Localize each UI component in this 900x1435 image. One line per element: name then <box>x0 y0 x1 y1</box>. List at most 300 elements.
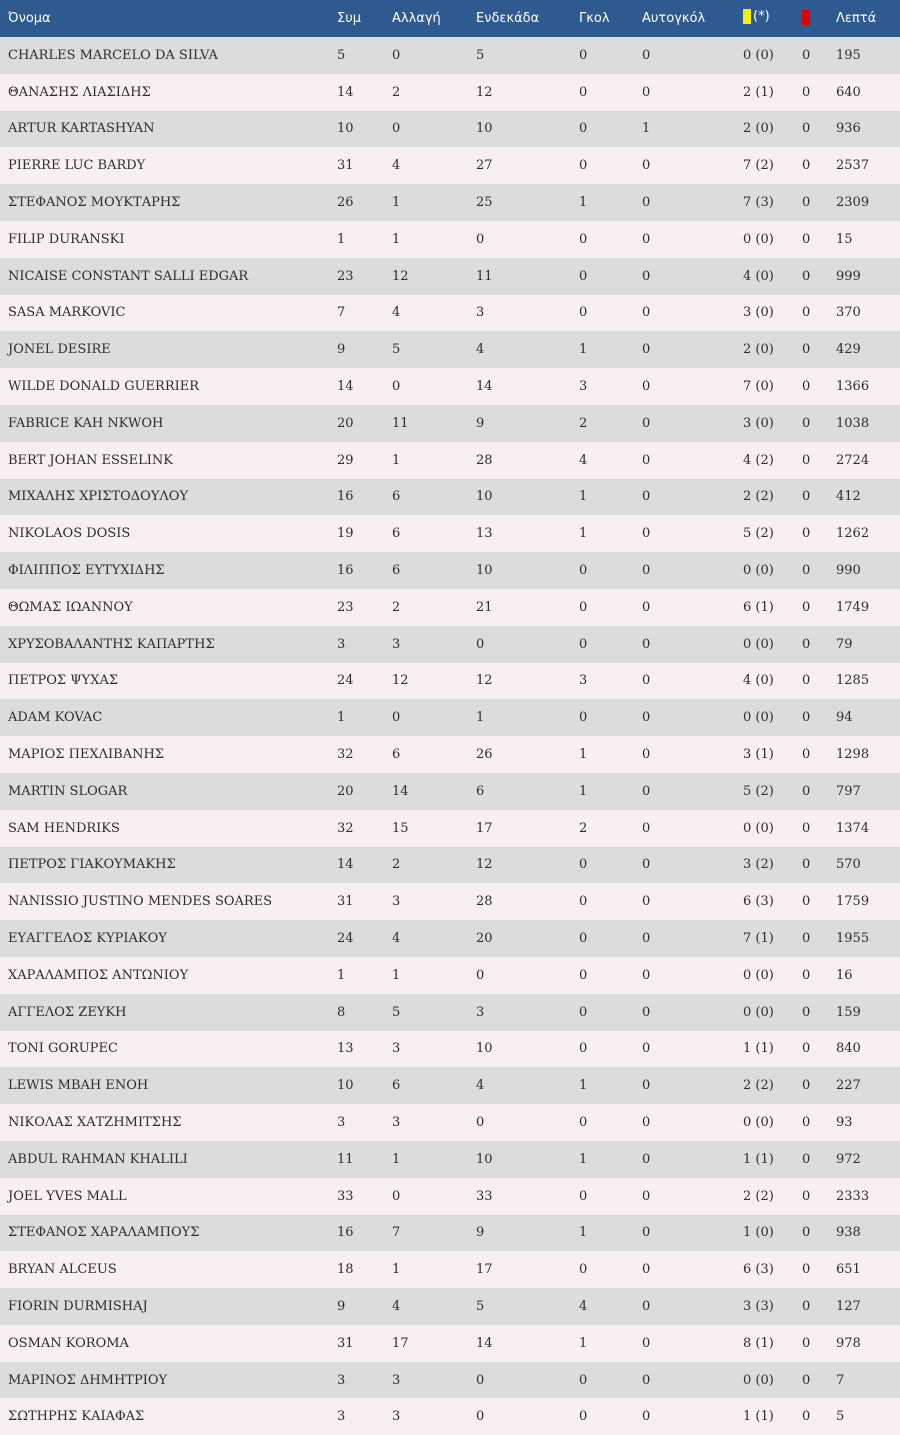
subs-cell: 1 <box>392 452 401 468</box>
player-name-cell: ΝΙΚΟΛΑΣ ΧΑΤΖΗΜΙΤΣΗΣ <box>8 1115 182 1130</box>
player-name-cell: NICAISE CONSTANT SALLI EDGAR <box>8 268 249 284</box>
subs-cell: 7 <box>392 1225 401 1241</box>
player-name-cell: NIKOLAOS DOSIS <box>8 526 131 542</box>
own-goals-cell: 0 <box>642 415 651 431</box>
red-cards-cell: 0 <box>802 415 811 431</box>
apps-cell: 20 <box>337 415 354 431</box>
apps-cell: 1 <box>337 967 346 983</box>
player-name-cell: ΕΥΑΓΓΕΛΟΣ ΚΥΡΙΑΚΟΥ <box>8 931 167 947</box>
starts-cell: 9 <box>476 1225 485 1241</box>
subs-cell: 5 <box>392 342 401 358</box>
apps-cell: 3 <box>337 1409 346 1425</box>
own-goals-cell: 0 <box>642 342 651 358</box>
own-goals-cell: 0 <box>642 747 651 763</box>
player-name-cell: BERT JOHAN ESSELINK <box>8 452 173 468</box>
red-cards-cell: 0 <box>802 1335 811 1351</box>
apps-cell: 10 <box>337 1078 354 1094</box>
table-row <box>0 847 900 884</box>
table-row <box>0 1362 900 1399</box>
apps-cell: 31 <box>337 1335 354 1351</box>
table-row <box>0 699 900 736</box>
starts-cell: 17 <box>476 1262 493 1278</box>
red-cards-cell: 0 <box>802 894 811 910</box>
apps-cell: 13 <box>337 1041 354 1057</box>
minutes-cell: 2333 <box>836 1188 870 1204</box>
goals-cell: 0 <box>579 231 588 247</box>
minutes-cell: 15 <box>836 231 853 247</box>
table-row <box>0 258 900 295</box>
red-cards-cell: 0 <box>802 526 811 542</box>
table-row <box>0 37 900 74</box>
starts-cell: 0 <box>476 636 485 652</box>
minutes-cell: 1749 <box>836 599 870 615</box>
goals-cell: 1 <box>579 1151 588 1167</box>
yellow-cards-cell: 4 (0) <box>743 268 774 284</box>
own-goals-cell: 0 <box>642 379 651 395</box>
table-body <box>0 37 900 1435</box>
subs-cell: 0 <box>392 379 401 395</box>
minutes-cell: 127 <box>836 1298 861 1314</box>
player-name-cell: TONI GORUPEC <box>8 1041 118 1057</box>
subs-cell: 12 <box>392 673 409 689</box>
minutes-cell: 1285 <box>836 673 870 689</box>
yellow-cards-cell: 6 (3) <box>743 1262 774 1278</box>
table-row <box>0 810 900 847</box>
starts-cell: 3 <box>476 305 485 321</box>
subs-cell: 6 <box>392 1078 401 1094</box>
red-cards-cell: 0 <box>802 967 811 983</box>
goals-cell: 3 <box>579 673 588 689</box>
minutes-cell: 2309 <box>836 195 870 211</box>
own-goals-cell: 0 <box>642 1225 651 1241</box>
yellow-cards-cell: 5 (2) <box>743 526 774 542</box>
table-row <box>0 295 900 332</box>
subs-cell: 0 <box>392 1188 401 1204</box>
yellow-cards-cell: 2 (2) <box>743 1078 774 1094</box>
player-name-cell: OSMAN KOROMA <box>8 1335 129 1351</box>
col-header-name[interactable]: Όνομα <box>8 11 51 26</box>
minutes-cell: 1038 <box>836 415 870 431</box>
apps-cell: 7 <box>337 305 346 321</box>
subs-cell: 5 <box>392 1004 401 1020</box>
subs-cell: 1 <box>392 231 401 247</box>
goals-cell: 1 <box>579 1078 588 1094</box>
table-row <box>0 111 900 148</box>
player-name-cell: NANISSIO JUSTINO MENDES SOARES <box>8 894 273 910</box>
goals-cell: 2 <box>579 820 588 836</box>
subs-cell: 1 <box>392 1151 401 1167</box>
own-goals-cell: 0 <box>642 967 651 983</box>
minutes-cell: 936 <box>836 121 861 137</box>
table-row <box>0 957 900 994</box>
yellow-cards-cell: 0 (0) <box>743 636 774 652</box>
table-row <box>0 663 900 700</box>
subs-cell: 3 <box>392 1115 401 1130</box>
yellow-cards-cell: 5 (2) <box>743 783 774 799</box>
starts-cell: 0 <box>476 1115 485 1130</box>
red-cards-cell: 0 <box>802 673 811 689</box>
red-cards-cell: 0 <box>802 1004 811 1020</box>
starts-cell: 12 <box>476 673 493 689</box>
col-header-goals[interactable]: Γκολ <box>579 11 610 26</box>
subs-cell: 1 <box>392 967 401 983</box>
starts-cell: 33 <box>476 1188 493 1204</box>
apps-cell: 23 <box>337 268 354 284</box>
subs-cell: 0 <box>392 121 401 137</box>
player-name-cell: PIERRE LUC BARDY <box>8 158 146 174</box>
own-goals-cell: 0 <box>642 231 651 247</box>
starts-cell: 0 <box>476 967 485 983</box>
table-row <box>0 626 900 663</box>
starts-cell: 14 <box>476 1335 493 1351</box>
red-cards-cell: 0 <box>802 231 811 247</box>
goals-cell: 0 <box>579 1041 588 1057</box>
subs-cell: 2 <box>392 599 401 615</box>
player-name-cell: SASA MARKOVIC <box>8 305 126 321</box>
starts-cell: 27 <box>476 158 493 174</box>
subs-cell: 4 <box>392 158 401 174</box>
subs-cell: 14 <box>392 783 409 799</box>
starts-cell: 0 <box>476 1372 485 1388</box>
red-cards-cell: 0 <box>802 783 811 799</box>
goals-cell: 0 <box>579 268 588 284</box>
starts-cell: 14 <box>476 379 493 395</box>
red-cards-cell: 0 <box>802 1115 811 1130</box>
minutes-cell: 16 <box>836 967 853 983</box>
own-goals-cell: 0 <box>642 305 651 321</box>
apps-cell: 8 <box>337 1004 346 1020</box>
player-name-cell: ΜΑΡΙΟΣ ΠΕΧΛΙΒΑΝΗΣ <box>8 747 165 763</box>
apps-cell: 14 <box>337 379 354 395</box>
own-goals-cell: 0 <box>642 1041 651 1057</box>
apps-cell: 3 <box>337 1372 346 1388</box>
table-row <box>0 773 900 810</box>
goals-cell: 1 <box>579 342 588 358</box>
subs-cell: 3 <box>392 1372 401 1388</box>
player-name-cell: FABRICE KAH NKWOH <box>8 415 164 431</box>
goals-cell: 1 <box>579 1225 588 1241</box>
starts-cell: 10 <box>476 489 493 505</box>
own-goals-cell: 0 <box>642 599 651 615</box>
minutes-cell: 570 <box>836 857 861 873</box>
goals-cell: 1 <box>579 195 588 211</box>
yellow-cards-cell: 2 (1) <box>743 84 774 100</box>
red-cards-cell: 0 <box>802 1372 811 1388</box>
red-cards-cell: 0 <box>802 1041 811 1057</box>
own-goals-cell: 1 <box>642 121 651 137</box>
own-goals-cell: 0 <box>642 1004 651 1020</box>
subs-cell: 11 <box>392 415 409 431</box>
subs-cell: 6 <box>392 747 401 763</box>
own-goals-cell: 0 <box>642 636 651 652</box>
table-row <box>0 552 900 589</box>
apps-cell: 24 <box>337 673 354 689</box>
minutes-cell: 2724 <box>836 452 870 468</box>
table-row <box>0 1067 900 1104</box>
starts-cell: 10 <box>476 1151 493 1167</box>
minutes-cell: 227 <box>836 1078 861 1094</box>
apps-cell: 16 <box>337 489 354 505</box>
player-name-cell: ADAM KOVAC <box>8 710 103 726</box>
goals-cell: 0 <box>579 1115 588 1130</box>
red-cards-cell: 0 <box>802 1298 811 1314</box>
goals-cell: 4 <box>579 452 588 468</box>
yellow-cards-cell: 7 (1) <box>743 931 774 947</box>
red-cards-cell: 0 <box>802 1262 811 1278</box>
red-cards-cell: 0 <box>802 563 811 579</box>
goals-cell: 0 <box>579 599 588 615</box>
starts-cell: 3 <box>476 1004 485 1020</box>
minutes-cell: 938 <box>836 1225 861 1241</box>
goals-cell: 4 <box>579 1298 588 1314</box>
table-row <box>0 405 900 442</box>
goals-cell: 0 <box>579 1262 588 1278</box>
goals-cell: 1 <box>579 526 588 542</box>
own-goals-cell: 0 <box>642 783 651 799</box>
col-header-starts[interactable]: Ενδεκάδα <box>476 11 540 26</box>
player-name-cell: ΣΩΤΗΡΗΣ ΚΑΙΑΦΑΣ <box>8 1409 145 1425</box>
apps-cell: 3 <box>337 1115 346 1130</box>
red-cards-cell: 0 <box>802 1078 811 1094</box>
own-goals-cell: 0 <box>642 857 651 873</box>
own-goals-cell: 0 <box>642 1335 651 1351</box>
subs-cell: 12 <box>392 268 409 284</box>
subs-cell: 3 <box>392 1041 401 1057</box>
own-goals-cell: 0 <box>642 673 651 689</box>
apps-cell: 14 <box>337 857 354 873</box>
table-row <box>0 442 900 479</box>
minutes-cell: 93 <box>836 1115 853 1130</box>
own-goals-cell: 0 <box>642 452 651 468</box>
red-cards-cell: 0 <box>802 1151 811 1167</box>
goals-cell: 0 <box>579 967 588 983</box>
player-name-cell: FIORIN DURMISHAJ <box>8 1298 148 1314</box>
player-name-cell: ΦΙΛΙΠΠΟΣ ΕΥΤΥΧΙΔΗΣ <box>8 563 165 579</box>
goals-cell: 1 <box>579 489 588 505</box>
subs-cell: 4 <box>392 305 401 321</box>
red-cards-cell: 0 <box>802 1225 811 1241</box>
yellow-cards-cell: 7 (2) <box>743 158 774 174</box>
red-cards-cell: 0 <box>802 1409 811 1425</box>
subs-cell: 4 <box>392 1298 401 1314</box>
red-cards-cell: 0 <box>802 452 811 468</box>
red-cards-cell: 0 <box>802 599 811 615</box>
subs-cell: 0 <box>392 47 401 63</box>
red-cards-cell: 0 <box>802 158 811 174</box>
goals-cell: 0 <box>579 894 588 910</box>
subs-cell: 2 <box>392 857 401 873</box>
player-name-cell: ΘΩΜΑΣ ΙΩΑΝΝΟΥ <box>8 599 133 615</box>
player-name-cell: ΣΤΕΦΑΝΟΣ ΜΟΥΚΤΑΡΗΣ <box>8 195 181 211</box>
player-name-cell: ΠΕΤΡΟΣ ΓΙΑΚΟΥΜΑΚΗΣ <box>8 857 176 873</box>
starts-cell: 21 <box>476 599 493 615</box>
starts-cell: 9 <box>476 415 485 431</box>
minutes-cell: 972 <box>836 1151 861 1167</box>
table-row <box>0 184 900 221</box>
table-row <box>0 1325 900 1362</box>
apps-cell: 3 <box>337 636 346 652</box>
table-row <box>0 1251 900 1288</box>
table-row <box>0 1288 900 1325</box>
apps-cell: 16 <box>337 1225 354 1241</box>
goals-cell: 0 <box>579 1188 588 1204</box>
table-row <box>0 74 900 111</box>
apps-cell: 9 <box>337 1298 346 1314</box>
player-name-cell: SAM HENDRIKS <box>8 820 120 836</box>
goals-cell: 0 <box>579 305 588 321</box>
subs-cell: 3 <box>392 1409 401 1425</box>
minutes-cell: 370 <box>836 305 861 321</box>
table-row <box>0 920 900 957</box>
red-cards-cell: 0 <box>802 489 811 505</box>
goals-cell: 1 <box>579 747 588 763</box>
table-header-row <box>0 0 900 37</box>
subs-cell: 15 <box>392 820 409 836</box>
yellow-cards-cell: 7 (0) <box>743 379 774 395</box>
yellow-cards-cell: 1 (1) <box>743 1041 774 1057</box>
yellow-cards-cell: 1 (1) <box>743 1409 774 1425</box>
subs-cell: 4 <box>392 931 401 947</box>
own-goals-cell: 0 <box>642 1078 651 1094</box>
apps-cell: 32 <box>337 747 354 763</box>
red-cards-cell: 0 <box>802 47 811 63</box>
own-goals-cell: 0 <box>642 563 651 579</box>
player-name-cell: ΘΑΝΑΣΗΣ ΛΙΑΣΙΔΗΣ <box>8 84 151 100</box>
apps-cell: 5 <box>337 47 346 63</box>
red-cards-cell: 0 <box>802 636 811 652</box>
subs-cell: 6 <box>392 489 401 505</box>
red-cards-cell: 0 <box>802 268 811 284</box>
own-goals-cell: 0 <box>642 158 651 174</box>
goals-cell: 0 <box>579 47 588 63</box>
own-goals-cell: 0 <box>642 1409 651 1425</box>
apps-cell: 1 <box>337 231 346 247</box>
minutes-cell: 1955 <box>836 931 870 947</box>
minutes-cell: 412 <box>836 489 861 505</box>
yellow-cards-cell: 3 (2) <box>743 857 774 873</box>
apps-cell: 20 <box>337 783 354 799</box>
player-name-cell: ΧΑΡΑΛΑΜΠΟΣ ΑΝΤΩΝΙΟΥ <box>8 967 189 983</box>
starts-cell: 26 <box>476 747 493 763</box>
starts-cell: 10 <box>476 1041 493 1057</box>
starts-cell: 20 <box>476 931 493 947</box>
goals-cell: 0 <box>579 1409 588 1425</box>
col-header-apps[interactable]: Συμ <box>337 11 362 26</box>
player-name-cell: ABDUL RAHMAN KHALILI <box>8 1151 188 1167</box>
yellow-cards-cell: 0 (0) <box>743 563 774 579</box>
col-header-red-cards[interactable] <box>802 0 836 37</box>
starts-cell: 5 <box>476 47 485 63</box>
yellow-cards-cell: 1 (0) <box>743 1225 774 1241</box>
yellow-cards-cell: 0 (0) <box>743 820 774 836</box>
col-header-own-goals[interactable]: Αυτογκόλ <box>642 11 706 26</box>
minutes-cell: 1262 <box>836 526 870 542</box>
goals-cell: 0 <box>579 84 588 100</box>
yellow-cards-cell: 3 (1) <box>743 747 774 763</box>
col-header-subs[interactable]: Αλλαγή <box>392 11 441 26</box>
yellow-cards-cell: 4 (0) <box>743 673 774 689</box>
table-row <box>0 515 900 552</box>
goals-cell: 1 <box>579 783 588 799</box>
starts-cell: 12 <box>476 857 493 873</box>
apps-cell: 26 <box>337 195 354 211</box>
yellow-cards-cell: 3 (0) <box>743 415 774 431</box>
minutes-cell: 1366 <box>836 379 870 395</box>
starts-cell: 10 <box>476 563 493 579</box>
red-cards-cell: 0 <box>802 710 811 726</box>
col-header-minutes[interactable]: Λεπτά <box>836 11 877 26</box>
player-name-cell: ΠΕΤΡΟΣ ΨΥΧΑΣ <box>8 673 119 689</box>
minutes-cell: 999 <box>836 268 861 284</box>
starts-cell: 10 <box>476 121 493 137</box>
starts-cell: 28 <box>476 894 493 910</box>
subs-cell: 6 <box>392 526 401 542</box>
apps-cell: 32 <box>337 820 354 836</box>
yellow-cards-cell: 0 (0) <box>743 231 774 247</box>
apps-cell: 18 <box>337 1262 354 1278</box>
table-row <box>0 331 900 368</box>
own-goals-cell: 0 <box>642 526 651 542</box>
col-header-yellow-cards[interactable] <box>743 0 802 37</box>
starts-cell: 5 <box>476 1298 485 1314</box>
own-goals-cell: 0 <box>642 1372 651 1388</box>
red-cards-cell: 0 <box>802 857 811 873</box>
yellow-cards-cell: 6 (1) <box>743 599 774 615</box>
own-goals-cell: 0 <box>642 489 651 505</box>
minutes-cell: 94 <box>836 710 853 726</box>
yellow-cards-cell: 6 (3) <box>743 894 774 910</box>
yellow-cards-cell: 2 (2) <box>743 489 774 505</box>
player-name-cell: ΣΤΕΦΑΝΟΣ ΧΑΡΑΛΑΜΠΟΥΣ <box>8 1225 200 1241</box>
goals-cell: 0 <box>579 158 588 174</box>
apps-cell: 31 <box>337 894 354 910</box>
own-goals-cell: 0 <box>642 1151 651 1167</box>
goals-cell: 0 <box>579 1004 588 1020</box>
starts-cell: 17 <box>476 820 493 836</box>
starts-cell: 13 <box>476 526 493 542</box>
red-cards-cell: 0 <box>802 84 811 100</box>
yellow-cards-cell: 3 (0) <box>743 305 774 321</box>
minutes-cell: 79 <box>836 636 853 652</box>
red-cards-cell: 0 <box>802 195 811 211</box>
red-card-icon <box>802 10 810 25</box>
player-name-cell: LEWIS MBAH ENOH <box>8 1078 149 1094</box>
subs-cell: 3 <box>392 894 401 910</box>
table-row <box>0 1215 900 1252</box>
starts-cell: 28 <box>476 452 493 468</box>
subs-cell: 3 <box>392 636 401 652</box>
own-goals-cell: 0 <box>642 1115 651 1130</box>
apps-cell: 19 <box>337 526 354 542</box>
apps-cell: 10 <box>337 121 354 137</box>
apps-cell: 31 <box>337 158 354 174</box>
table-row <box>0 479 900 516</box>
yellow-card-icon <box>743 9 751 24</box>
player-name-cell: FILIP DURANSKI <box>8 231 125 247</box>
own-goals-cell: 0 <box>642 931 651 947</box>
subs-cell: 2 <box>392 84 401 100</box>
apps-cell: 24 <box>337 931 354 947</box>
yellow-cards-cell: 0 (0) <box>743 1372 774 1388</box>
minutes-cell: 840 <box>836 1041 861 1057</box>
own-goals-cell: 0 <box>642 268 651 284</box>
starts-cell: 0 <box>476 1409 485 1425</box>
minutes-cell: 5 <box>836 1409 845 1425</box>
red-cards-cell: 0 <box>802 342 811 358</box>
yellow-cards-cell: 7 (3) <box>743 195 774 211</box>
subs-cell: 0 <box>392 710 401 726</box>
table-row <box>0 221 900 258</box>
